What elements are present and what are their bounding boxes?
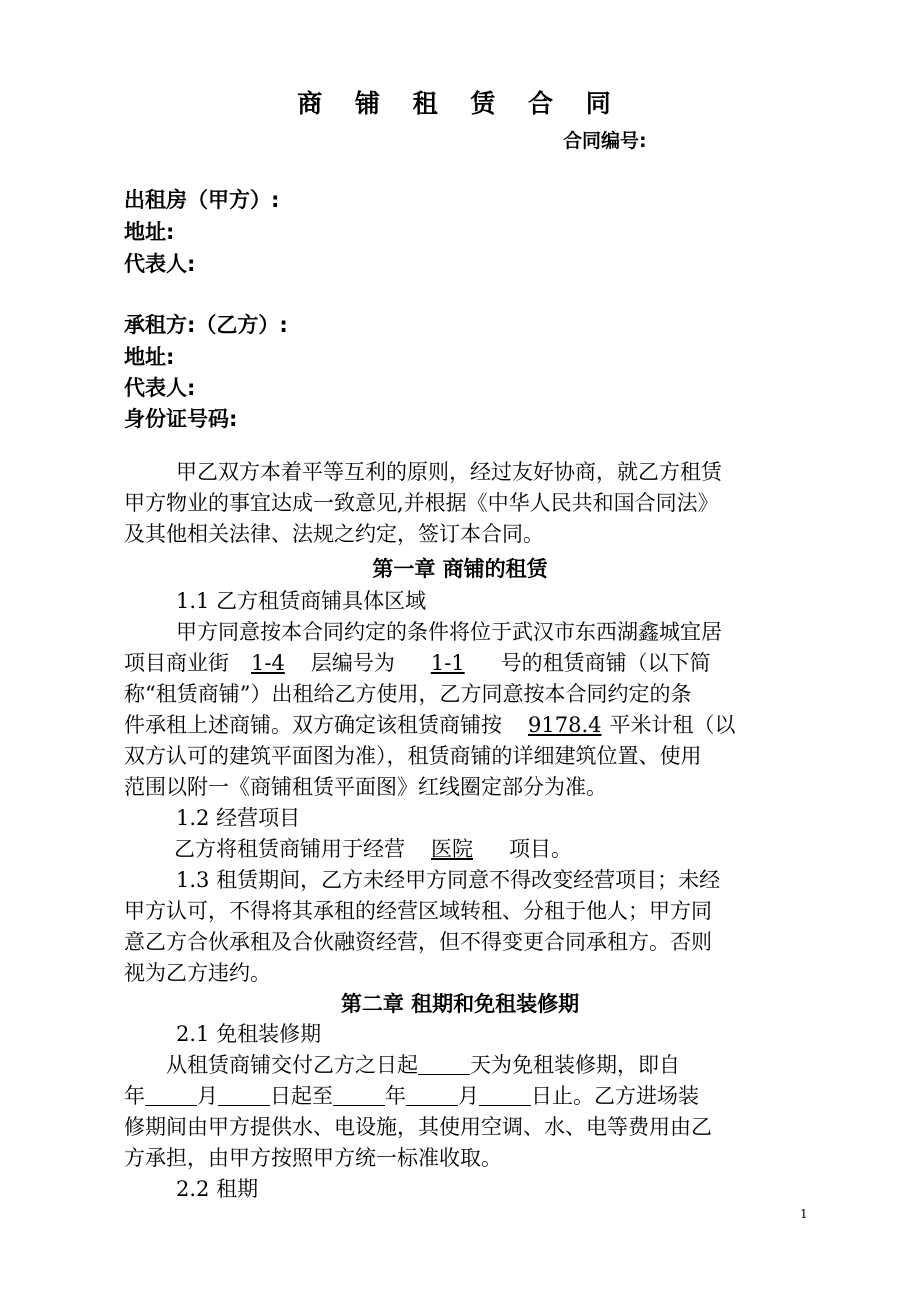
floor-value: 1-4 [251, 651, 285, 675]
section-1-1-line: 双方认可的建筑平面图为准），租赁商铺的详细建筑位置、使用 [124, 744, 702, 768]
blank-field [145, 1083, 197, 1106]
shop-number-value: 1-1 [430, 651, 465, 675]
text-run: 从租赁商铺交付乙方之日起 [166, 1053, 418, 1077]
text-run: 项目商业街 [124, 651, 229, 675]
blank-field [406, 1083, 458, 1106]
blank-field [479, 1083, 531, 1106]
text-run: 年 [124, 1084, 145, 1108]
section-1-1-line: 范围以附一《商铺租赁平面图》红线圈定部分为准。 [124, 775, 607, 799]
blank-field [418, 1052, 470, 1075]
text-run: 天为免租装修期，即自 [470, 1053, 680, 1077]
section-2-1-line [124, 1050, 866, 1081]
text-run: 月 [458, 1084, 479, 1108]
blank-field [218, 1083, 270, 1106]
section-1-1-heading: 1.1 乙方租赁商铺具体区域 [176, 589, 427, 613]
lessor-label: 出租房（甲方）: [124, 188, 280, 212]
text-run: 件承租上述商铺。双方确定该租赁商铺按 [124, 713, 502, 737]
section-1-1-line: 称“租赁商铺”）出租给乙方使用，乙方同意按本合同约定的条 [124, 682, 692, 706]
section-1-1-line [124, 710, 824, 741]
chapter-2-heading: 第二章 租期和免租装修期 [340, 992, 580, 1016]
section-1-1-line [124, 648, 824, 679]
section-2-1-line [124, 1081, 824, 1112]
text-run: 日止。乙方进场装 [531, 1084, 699, 1108]
text-run: 乙方将租赁商铺用于经营 [174, 837, 405, 861]
lessee-representative: 代表人: [124, 376, 196, 400]
contract-number-label: 合同编号: [563, 130, 647, 152]
preamble-line-3: 及其他相关法律、法规之约定，签订本合同。 [124, 522, 544, 546]
text-run: 项目。 [509, 837, 572, 861]
page-number: 1 [800, 1207, 808, 1221]
business-value: 医院 [431, 837, 473, 861]
lessee-address: 地址: [124, 345, 175, 369]
section-1-2-heading: 1.2 经营项目 [176, 806, 301, 830]
chapter-1-heading: 第一章 商铺的租赁 [372, 557, 548, 581]
section-1-3-line: 1.3 租赁期间，乙方未经甲方同意不得改变经营项目；未经 [176, 868, 721, 892]
text-run: 层编号为 [310, 651, 395, 675]
lessee-id-number: 身份证号码: [124, 407, 238, 431]
section-2-1-heading: 2.1 免租装修期 [176, 1022, 322, 1046]
preamble-line-1: 甲乙双方本着平等互利的原则，经过友好协商，就乙方租赁 [176, 460, 722, 484]
section-1-2-line [124, 834, 874, 865]
lessee-label: 承租方:（乙方）: [124, 313, 288, 337]
document-title: 商 铺 租 赁 合 同 [297, 89, 623, 118]
section-1-1-line: 甲方同意按本合同约定的条件将位于武汉市东西湖鑫城宜居 [176, 620, 722, 644]
section-1-3-line: 甲方认可，不得将其承租的经营区域转租、分租于他人；甲方同 [124, 899, 712, 923]
text-run: 年 [385, 1084, 406, 1108]
section-2-2-heading: 2.2 租期 [176, 1177, 259, 1201]
section-1-3-line: 意乙方合伙承租及合伙融资经营，但不得变更合同承租方。否则 [124, 930, 712, 954]
text-run: 月 [197, 1084, 218, 1108]
text-run: 日起至 [270, 1084, 333, 1108]
lessor-representative: 代表人: [124, 252, 196, 276]
section-1-3-line: 视为乙方违约。 [124, 961, 271, 985]
blank-field [333, 1083, 385, 1106]
text-run: 平米计租（以 [609, 713, 736, 737]
preamble-line-2: 甲方物业的事宜达成一致意见,并根据《中华人民共和国合同法》 [124, 491, 719, 515]
section-2-1-line: 修期间由甲方提供水、电设施，其使用空调、水、电等费用由乙 [124, 1115, 712, 1139]
section-2-1-line: 方承担，由甲方按照甲方统一标准收取。 [124, 1146, 502, 1170]
lessor-address: 地址: [124, 220, 175, 244]
area-value: 9178.4 [528, 713, 602, 737]
text-run: 号的租赁商铺（以下简 [500, 651, 711, 675]
